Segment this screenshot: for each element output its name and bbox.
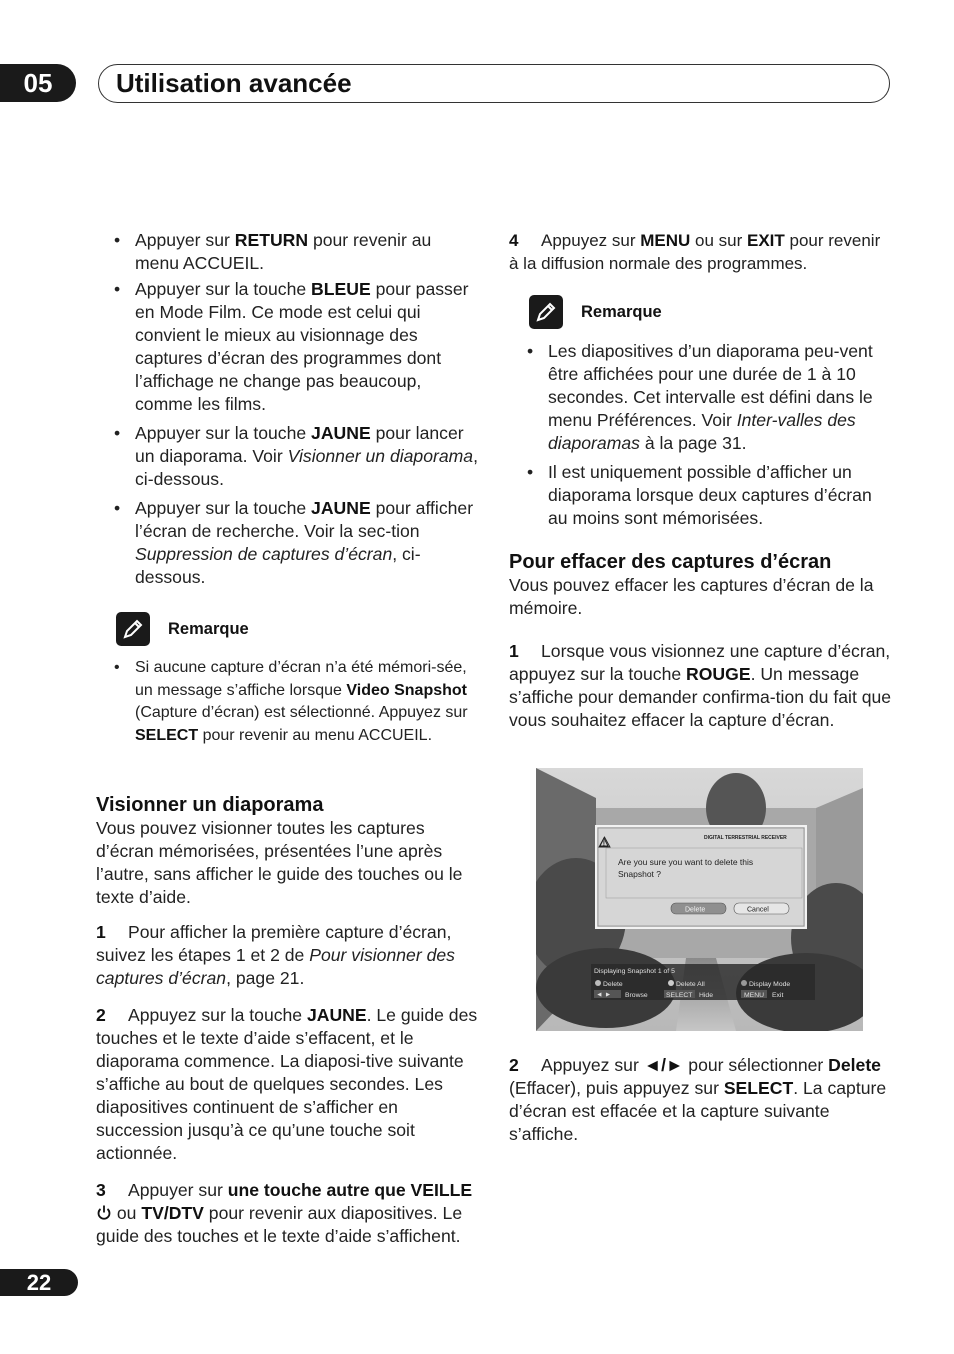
list-item: • Appuyer sur la touche JAUNE pour afficher l’écran de recherche. Voir la sec-tion Suppression de captures d’écran, ci-dessous. <box>96 497 480 589</box>
hud-status: Displaying Snapshot 1 of 5 <box>594 968 675 975</box>
left-note-list <box>96 657 480 747</box>
tv-screenshot <box>536 768 863 1031</box>
list-item: • Si aucune capture d’écran n’a été mémori-sée, un message s’affiche lorsque Video Snapshot (Capture d’écran) est sélectionné. Appuyez sur SELECT pour revenir au menu ACCUEIL. <box>96 657 480 747</box>
hud-exit: Exit <box>772 992 784 999</box>
dialog-brand: DIGITAL TERRESTRIAL RECEIVER <box>704 835 787 841</box>
note-pencil-icon <box>116 612 150 646</box>
chapter-number: 05 <box>0 64 76 102</box>
step-paragraph: 1 Pour afficher la première capture d’écran, suivez les étapes 1 et 2 de Pour visionner des captures d’écran, page 21. <box>96 922 455 988</box>
dialog-message-line2: Snapshot ? <box>618 869 662 879</box>
cancel-button-label: Cancel <box>747 906 769 914</box>
hud-browse: Browse <box>625 992 648 999</box>
chapter-title: Utilisation avancée <box>116 68 352 98</box>
list-item: • Les diapositives d’un diaporama peu-vent être affichées pour une durée de 1 à 10 secondes. Cet intervalle est défini dans le menu Préférences. Voir Inter-valles des diaporamas à la page 31. <box>509 340 893 455</box>
step-paragraph: 3 Appuyer sur une touche autre que VEILLE ou TV/DTV pour revenir aux diapositives. Le guide des touches et le texte d’aide s’affichent. <box>96 1180 473 1246</box>
svg-text:!: ! <box>602 840 606 848</box>
cancel-button[interactable] <box>734 903 789 914</box>
step-paragraph: 2 Appuyez sur ◄/► pour sélectionner Delete (Effacer), puis appuyez sur SELECT. La capture d’écran est effacée et la capture suivante s’affiche. <box>509 1055 887 1144</box>
list-item: • Appuyer sur la touche JAUNE pour lancer un diaporama. Voir Visionner un diaporama, ci-dessous. <box>96 422 480 491</box>
step-paragraph: 1 Lorsque vous visionnez une capture d’écran, appuyez sur la touche ROUGE. Un message s’affiche pour demander confirma-tion du fait que vous souhaitez effacer la capture d’écran. <box>509 641 892 730</box>
section-heading: Visionner un diaporama <box>96 794 324 816</box>
step-paragraph: 4 Appuyez sur MENU ou sur EXIT pour revenir à la diffusion normale des programmes. <box>509 231 881 273</box>
hud-hide: Hide <box>699 992 713 999</box>
delete-button[interactable] <box>671 903 726 914</box>
note-label: Remarque <box>168 620 249 638</box>
power-icon <box>96 1204 112 1221</box>
left-bullet-list <box>96 229 480 589</box>
hud-select: SELECT <box>666 992 693 999</box>
list-item: • Appuyer sur RETURN pour revenir au menu ACCUEIL. <box>96 229 480 275</box>
hud-display-mode: Display Mode <box>749 981 791 988</box>
page-number: 22 <box>0 1269 78 1296</box>
section-heading: Pour effacer des captures d’écran <box>509 551 832 573</box>
hud-menu: MENU <box>744 992 765 999</box>
hud-delete-all: Delete All <box>676 981 705 988</box>
note-pencil-icon <box>529 295 563 329</box>
arrows-left-right-icon: ◄ ► <box>596 991 612 999</box>
dialog-message-line1: Are you sure you want to delete this <box>618 857 754 867</box>
delete-button-label: Delete <box>685 906 706 914</box>
list-item: • Appuyer sur la touche BLEUE pour passer en Mode Film. Ce mode est celui qui convient le mieux au visionnage des captures d’écran des programmes dont l’affichage ne change pas beaucoup, comme les films. <box>96 278 480 416</box>
right-note-list <box>509 340 893 530</box>
list-item: • Il est uniquement possible d’afficher un diaporama lorsque deux captures d’écran au moins sont mémorisées. <box>509 461 893 530</box>
section-intro: Vous pouvez visionner toutes les captures d’écran mémorisées, présentées l’une après l’autre, sans afficher le guide des touches ou le texte d’aide. <box>96 818 463 907</box>
hud-delete: Delete <box>603 981 623 988</box>
note-label: Remarque <box>581 303 662 321</box>
step-paragraph: 2 Appuyez sur la touche JAUNE. Le guide des touches et le texte d’aide s’effacent, et le diaporama commence. La diaposi-tive suivante s’affiche au bout de quelques secondes. Les diapositives continuent de s’afficher en succession jusqu’à ce qu’une touche soit actionnée. <box>96 1005 478 1163</box>
section-intro: Vous pouvez effacer les captures d’écran de la mémoire. <box>509 575 874 618</box>
